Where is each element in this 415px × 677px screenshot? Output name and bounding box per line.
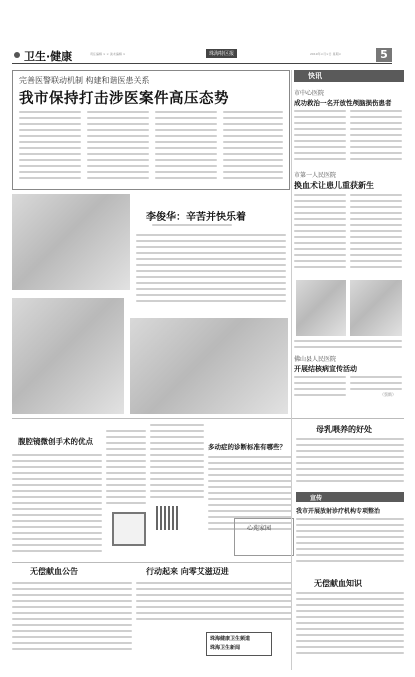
news2-photo-left — [296, 280, 346, 336]
news1-title: 成功救治一名开放性颅脑损伤患者 — [294, 99, 392, 107]
ad-stamp — [112, 512, 146, 546]
banner-label: 快讯 — [308, 72, 322, 80]
lower-col1 — [12, 424, 102, 560]
col2-body — [150, 424, 204, 504]
main-article-body-col3 — [155, 111, 217, 181]
right-column-banner — [294, 70, 404, 82]
bottom-mid-title: 行动起来 向零艾滋迈进 — [146, 567, 229, 576]
feature-body — [136, 234, 286, 308]
col4-title: 母乳喂养的好处 — [316, 425, 372, 434]
ad-name: 心苑家园 — [247, 525, 272, 532]
bottom-mid — [136, 566, 292, 666]
news3-body-left — [294, 376, 346, 402]
news2-source: 市第一人民医院 — [294, 172, 337, 179]
lower-col1b-body — [106, 430, 146, 512]
page-number: 5 — [376, 48, 392, 62]
column-rule-right — [291, 70, 292, 670]
col1-body — [12, 454, 102, 558]
main-article-headline: 我市保持打击涉医案件高压态势 — [19, 91, 229, 107]
col4-body2 — [296, 518, 404, 568]
lower-col3 — [208, 424, 292, 560]
news2-body-right — [350, 194, 402, 274]
news1-source: 市中心医院 — [294, 90, 325, 97]
main-article-kicker: 完善医警联动机制 构建和谐医患关系 — [19, 76, 150, 85]
col4-body — [296, 438, 404, 490]
header-marker — [14, 52, 20, 58]
news2-body-left — [294, 194, 346, 274]
right-column — [294, 70, 404, 410]
bottom-left — [12, 566, 132, 666]
feature-block — [12, 194, 288, 414]
bottom-divider — [12, 562, 292, 563]
news2-title: 换血术让患儿重获新生 — [294, 181, 374, 190]
bottom-left-body — [12, 582, 132, 662]
news3-title: 开展结核病宣传活动 — [294, 365, 357, 373]
feature-byline — [152, 224, 232, 228]
bottom-right-body — [296, 592, 404, 666]
main-article-body-col2 — [87, 111, 149, 181]
feature-photo-bottom-left — [12, 298, 124, 414]
col4-subtitle: 我市开展放射诊疗机构专项整治 — [296, 508, 381, 515]
promo-box — [206, 632, 272, 656]
news3-source: 佛山县人民医院 — [294, 356, 337, 363]
header-small-info-right: 2019年×月×日 星期× — [310, 52, 342, 56]
col1-title: 腹腔镜微创手术的优点 — [18, 437, 93, 446]
feature-headline: 李俊华：辛苦并快乐着 — [146, 212, 246, 223]
news2-caption — [294, 340, 402, 350]
page-header — [0, 48, 415, 72]
header-small-info-left: 责任编辑 × × 美术编辑 × — [90, 52, 126, 56]
col4-banner-label: 宣传 — [310, 495, 323, 502]
ad-box — [234, 518, 294, 556]
bottom-right — [296, 578, 404, 668]
section-title: 卫生·健康 — [24, 50, 73, 63]
news1-body-right — [350, 110, 402, 166]
main-article-box — [12, 70, 290, 190]
masthead-mark: 珠海特区报 — [206, 49, 237, 58]
qr-code — [156, 506, 180, 530]
feature-photo-main — [12, 194, 130, 290]
news1-body-left — [294, 110, 346, 166]
lower-divider — [12, 418, 404, 419]
main-article-body-col4 — [223, 111, 283, 181]
bottom-mid-body — [136, 582, 292, 630]
col4-banner — [296, 492, 404, 502]
promo-line1: 珠海健康卫生频道 — [210, 636, 251, 642]
col3-title: 多动症的诊断标准有哪些？ — [208, 443, 286, 451]
main-article-body-col1 — [19, 111, 81, 181]
bottom-right-title: 无偿献血知识 — [314, 579, 362, 588]
bottom-left-title: 无偿献血公告 — [30, 567, 78, 576]
feature-photo-group — [130, 318, 288, 414]
header-rule — [12, 63, 392, 64]
news3-body-right — [350, 376, 402, 402]
lower-col2 — [150, 424, 204, 534]
promo-line2: 珠海卫生新闻 — [210, 645, 241, 651]
news3-tail: （蔡斯） — [380, 392, 396, 397]
news2-photo-right — [350, 280, 402, 336]
lower-col4 — [296, 424, 404, 574]
